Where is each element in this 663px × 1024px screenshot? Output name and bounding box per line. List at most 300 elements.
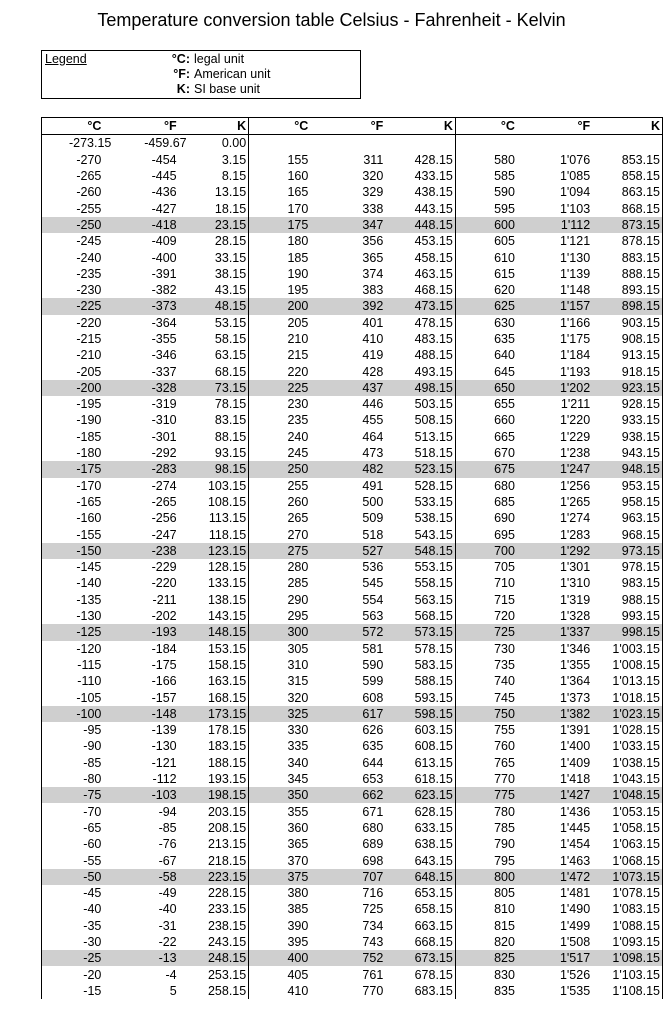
table-cell: 1'229 bbox=[559, 429, 591, 444]
table-cell: 213.15 bbox=[189, 836, 249, 852]
table-cell: 158.15 bbox=[189, 657, 249, 673]
table-cell: 370 bbox=[287, 853, 309, 868]
table-cell: 500 bbox=[362, 494, 384, 509]
table-cell: -125 bbox=[42, 624, 114, 640]
table-cell: 155 bbox=[287, 152, 309, 167]
table-cell: 38.15 bbox=[189, 266, 249, 282]
table-cell: 745 bbox=[494, 690, 515, 705]
table-cell: 675 bbox=[455, 461, 527, 477]
table-cell: 385 bbox=[287, 902, 309, 917]
table-cell: 1'058.15 bbox=[602, 820, 662, 836]
table-cell: 1'490 bbox=[559, 902, 591, 917]
table-cell: -319 bbox=[151, 397, 177, 412]
table-cell: 628.15 bbox=[395, 803, 455, 819]
table-cell: 98.15 bbox=[189, 461, 249, 477]
table-cell: 868.15 bbox=[602, 200, 662, 216]
table-cell: -70 bbox=[83, 804, 102, 819]
table-cell: -58 bbox=[113, 869, 188, 885]
table-row bbox=[42, 494, 663, 510]
table-cell: 245 bbox=[287, 446, 309, 461]
table-cell: 578.15 bbox=[395, 641, 455, 657]
table-cell: 478.15 bbox=[395, 315, 455, 331]
table-cell: 1'139 bbox=[559, 266, 591, 281]
table-cell: 645 bbox=[494, 364, 515, 379]
table-cell: 635 bbox=[362, 739, 384, 754]
table-cell: -76 bbox=[158, 837, 177, 852]
table-cell: -391 bbox=[151, 266, 177, 281]
table-cell: 1'526 bbox=[559, 967, 591, 982]
table-cell: 223.15 bbox=[189, 869, 249, 885]
table-cell: 375 bbox=[249, 869, 321, 885]
table-cell: 1'076 bbox=[559, 152, 591, 167]
table-cell: 356 bbox=[362, 234, 384, 249]
table-cell: 310 bbox=[287, 657, 309, 672]
table-cell: 863.15 bbox=[602, 184, 662, 200]
table-cell: -240 bbox=[76, 250, 102, 265]
table-cell: 491 bbox=[362, 478, 384, 493]
table-cell: 638.15 bbox=[395, 836, 455, 852]
table-cell: 1'310 bbox=[559, 576, 591, 591]
table-cell: 716 bbox=[362, 886, 384, 901]
table-cell: -121 bbox=[151, 755, 177, 770]
table-cell: 401 bbox=[362, 315, 384, 330]
table-row bbox=[42, 249, 663, 265]
table-cell: -229 bbox=[151, 560, 177, 575]
table-cell: -355 bbox=[151, 332, 177, 346]
table-cell: 620 bbox=[494, 283, 515, 298]
table-header: °C °F K °C °F K °C °F K bbox=[42, 118, 663, 135]
table-cell: 705 bbox=[494, 560, 515, 575]
table-cell: 690 bbox=[494, 511, 515, 526]
table-cell: 775 bbox=[455, 787, 527, 803]
table-cell: 590 bbox=[362, 657, 384, 672]
table-cell: -195 bbox=[76, 397, 102, 412]
table-cell: -139 bbox=[151, 723, 177, 738]
table-cell: 230 bbox=[287, 397, 309, 412]
table-cell: 780 bbox=[494, 804, 515, 819]
table-cell: 543.15 bbox=[395, 526, 455, 542]
table-cell: 1'247 bbox=[527, 461, 602, 477]
table-cell: 473 bbox=[362, 446, 384, 461]
table-cell: 340 bbox=[287, 755, 309, 770]
table-cell: -160 bbox=[76, 511, 102, 526]
table-cell: -215 bbox=[76, 332, 102, 346]
table-cell: -94 bbox=[158, 804, 177, 819]
table-cell: 13.15 bbox=[189, 184, 249, 200]
table-cell: 383 bbox=[362, 283, 384, 298]
table-cell: 580 bbox=[494, 152, 515, 167]
table-row bbox=[42, 347, 663, 363]
table-cell: -22 bbox=[158, 934, 177, 949]
table-cell: -112 bbox=[152, 772, 177, 787]
table-cell: 290 bbox=[287, 592, 309, 607]
table-cell: 488.15 bbox=[395, 347, 455, 363]
conversion-table bbox=[41, 117, 663, 999]
table-row bbox=[42, 461, 663, 477]
table-cell: 695 bbox=[494, 527, 515, 542]
table-row bbox=[42, 901, 663, 917]
table-cell: 463.15 bbox=[395, 266, 455, 282]
table-row bbox=[42, 298, 663, 314]
table-cell: 648.15 bbox=[395, 869, 455, 885]
table-cell: 698 bbox=[362, 853, 384, 868]
table-cell: 493.15 bbox=[395, 363, 455, 379]
table-cell: -256 bbox=[151, 511, 177, 526]
table-cell: 1'093.15 bbox=[602, 934, 662, 950]
table-cell: -373 bbox=[113, 298, 188, 314]
table-cell: 1'481 bbox=[559, 886, 591, 901]
table-cell: -60 bbox=[83, 837, 102, 852]
table-cell: 1'508 bbox=[559, 934, 591, 949]
table-row bbox=[42, 836, 663, 852]
table-row bbox=[42, 803, 663, 819]
table-cell: 405 bbox=[287, 967, 309, 982]
table-cell: 190 bbox=[287, 266, 309, 281]
table-cell: 33.15 bbox=[189, 249, 249, 265]
table-cell: 720 bbox=[494, 609, 515, 624]
legend-label: Legend bbox=[45, 52, 87, 66]
table-cell: 583.15 bbox=[395, 657, 455, 673]
table-cell: 1'108.15 bbox=[602, 983, 662, 999]
table-cell: 400 bbox=[249, 950, 321, 966]
table-cell: 680 bbox=[362, 820, 384, 835]
table-cell: 933.15 bbox=[602, 412, 662, 428]
table-cell: 608.15 bbox=[395, 738, 455, 754]
table-cell: 610 bbox=[494, 250, 515, 265]
table-cell: 618.15 bbox=[395, 771, 455, 787]
table-cell: 1'454 bbox=[559, 837, 591, 852]
table-cell: -310 bbox=[151, 413, 177, 428]
table-cell: 533.15 bbox=[395, 494, 455, 510]
table-cell: 761 bbox=[362, 967, 384, 982]
table-cell: -273.15 bbox=[68, 136, 112, 151]
table-row bbox=[42, 363, 663, 379]
table-row bbox=[42, 706, 663, 722]
table-cell: 978.15 bbox=[602, 559, 662, 575]
table-cell: 671 bbox=[362, 804, 384, 819]
table-cell: 335 bbox=[287, 739, 309, 754]
table-cell: 118.15 bbox=[189, 526, 249, 542]
table-cell: 770 bbox=[494, 772, 515, 787]
table-cell: 1'400 bbox=[559, 739, 591, 754]
table-cell: 3.15 bbox=[189, 152, 249, 168]
table-cell: -205 bbox=[76, 364, 102, 379]
table-cell: 1'337 bbox=[527, 624, 602, 640]
table-cell: -445 bbox=[151, 169, 177, 184]
table-cell: -90 bbox=[83, 739, 102, 754]
table-cell: -409 bbox=[151, 234, 177, 249]
table-cell: 437 bbox=[320, 380, 395, 396]
table-cell: -135 bbox=[76, 592, 102, 607]
table-cell: 392 bbox=[320, 298, 395, 314]
table-cell: 428 bbox=[362, 364, 384, 379]
table-cell: 928.15 bbox=[602, 396, 662, 412]
table-cell: 233.15 bbox=[189, 901, 249, 917]
table-cell: 1'418 bbox=[559, 772, 591, 787]
table-cell: 1'364 bbox=[559, 674, 591, 689]
table-cell: -459.67 bbox=[144, 136, 187, 151]
table-cell: 663.15 bbox=[395, 918, 455, 934]
table-row bbox=[42, 950, 663, 966]
table-cell: 1'265 bbox=[559, 494, 591, 509]
table-cell: -175 bbox=[151, 657, 177, 672]
table-cell: 1'463 bbox=[559, 853, 591, 868]
table-cell: 1'103 bbox=[559, 201, 591, 216]
table-row bbox=[42, 266, 663, 282]
table-row bbox=[42, 315, 663, 331]
table-cell: 888.15 bbox=[602, 266, 662, 282]
table-row bbox=[42, 152, 663, 168]
table-cell: 153.15 bbox=[189, 641, 249, 657]
table-cell: 218.15 bbox=[189, 852, 249, 868]
table-cell: -148 bbox=[113, 706, 188, 722]
table-cell: 123.15 bbox=[189, 543, 249, 559]
table-cell: 644 bbox=[362, 755, 384, 770]
table-cell: 750 bbox=[455, 706, 527, 722]
table-cell: 810 bbox=[494, 902, 515, 917]
table-cell: 568.15 bbox=[395, 608, 455, 624]
table-cell: 365 bbox=[287, 837, 309, 852]
table-cell: 338 bbox=[362, 201, 384, 216]
table-row bbox=[42, 934, 663, 950]
table-cell: -427 bbox=[151, 201, 177, 216]
table-cell: 285 bbox=[287, 576, 309, 591]
table-cell: 473.15 bbox=[395, 298, 455, 314]
table-cell: 953.15 bbox=[602, 478, 662, 494]
table-cell: 653 bbox=[362, 772, 384, 787]
table-cell: -15 bbox=[83, 983, 102, 998]
table-cell: 253.15 bbox=[189, 966, 249, 982]
table-cell: 419 bbox=[362, 348, 384, 363]
table-cell: -220 bbox=[76, 315, 102, 330]
table-cell: -265 bbox=[76, 169, 102, 184]
table-cell: 48.15 bbox=[189, 298, 249, 314]
table-cell: 138.15 bbox=[189, 592, 249, 608]
table-cell: 468.15 bbox=[395, 282, 455, 298]
table-cell: -238 bbox=[113, 543, 188, 559]
table-row bbox=[42, 396, 663, 412]
table-cell: 215 bbox=[287, 348, 309, 363]
table-cell: 195 bbox=[287, 283, 309, 298]
table-cell: 1'256 bbox=[559, 478, 591, 493]
table-cell: 360 bbox=[287, 820, 309, 835]
table-cell: 673.15 bbox=[395, 950, 455, 966]
table-cell: 1'112 bbox=[527, 217, 602, 233]
table-cell: 188.15 bbox=[189, 755, 249, 771]
table-cell: 1'436 bbox=[559, 804, 591, 819]
table-cell: 660 bbox=[494, 413, 515, 428]
table-cell: 1'103.15 bbox=[602, 966, 662, 982]
table-cell: -200 bbox=[42, 380, 114, 396]
table-cell: 593.15 bbox=[395, 689, 455, 705]
table-cell: 1'283 bbox=[559, 527, 591, 542]
table-cell: 528.15 bbox=[395, 478, 455, 494]
table-cell: 183.15 bbox=[189, 738, 249, 754]
table-cell: 1'238 bbox=[559, 446, 591, 461]
table-cell: 725 bbox=[362, 902, 384, 917]
table-cell: 598.15 bbox=[395, 706, 455, 722]
table-cell: -170 bbox=[76, 478, 102, 493]
table-cell: 240 bbox=[287, 429, 309, 444]
table-cell: 1'319 bbox=[559, 592, 591, 607]
table-cell: 311 bbox=[363, 152, 384, 167]
table-cell: -130 bbox=[151, 739, 177, 754]
table-cell: 1'028.15 bbox=[602, 722, 662, 738]
table-cell: -180 bbox=[76, 446, 102, 461]
table-cell: 347 bbox=[320, 217, 395, 233]
table-row bbox=[42, 543, 663, 559]
table-cell: 1'013.15 bbox=[602, 673, 662, 689]
table-cell: 623.15 bbox=[395, 787, 455, 803]
table-cell: 993.15 bbox=[602, 608, 662, 624]
table-cell: 858.15 bbox=[602, 168, 662, 184]
table-cell: -436 bbox=[151, 185, 177, 200]
table-cell: 683.15 bbox=[395, 983, 455, 999]
table-cell: -175 bbox=[42, 461, 114, 477]
table-cell: -115 bbox=[77, 657, 102, 672]
table-row bbox=[42, 184, 663, 200]
table-cell: 168.15 bbox=[189, 689, 249, 705]
table-row bbox=[42, 575, 663, 591]
table-cell: 948.15 bbox=[602, 461, 662, 477]
table-cell: 355 bbox=[287, 804, 309, 819]
table-cell: -210 bbox=[76, 348, 102, 363]
table-cell: 573.15 bbox=[395, 624, 455, 640]
table-cell: 1'499 bbox=[559, 918, 591, 933]
table-cell: 1'121 bbox=[559, 234, 591, 249]
table-cell: 23.15 bbox=[189, 217, 249, 233]
table-cell: 1'148 bbox=[559, 283, 591, 298]
table-cell: 615 bbox=[494, 266, 515, 281]
table-cell: 668.15 bbox=[395, 934, 455, 950]
table-cell: -245 bbox=[76, 234, 102, 249]
table-cell: 1'274 bbox=[559, 511, 591, 526]
table-cell: 805 bbox=[494, 886, 515, 901]
table-cell: 1'023.15 bbox=[602, 706, 662, 722]
table-row bbox=[42, 755, 663, 771]
table-cell: 643.15 bbox=[395, 852, 455, 868]
table-cell: 1'157 bbox=[527, 298, 602, 314]
table-cell: 1'373 bbox=[559, 690, 591, 705]
table-cell: 725 bbox=[455, 624, 527, 640]
table-cell: 815 bbox=[494, 918, 515, 933]
table-cell: 320 bbox=[287, 690, 309, 705]
table-cell: 918.15 bbox=[602, 363, 662, 379]
table-cell: 998.15 bbox=[602, 624, 662, 640]
table-cell: 128.15 bbox=[189, 559, 249, 575]
table-cell: 613.15 bbox=[395, 755, 455, 771]
table-cell: 43.15 bbox=[189, 282, 249, 298]
table-row bbox=[42, 380, 663, 396]
table-cell: 563.15 bbox=[395, 592, 455, 608]
table-cell: 740 bbox=[494, 674, 515, 689]
table-cell: 83.15 bbox=[189, 412, 249, 428]
table-cell: 523.15 bbox=[395, 461, 455, 477]
table-cell: 175 bbox=[249, 217, 321, 233]
table-cell: 1'018.15 bbox=[602, 689, 662, 705]
table-cell: 438.15 bbox=[395, 184, 455, 200]
table-cell: -40 bbox=[83, 902, 102, 917]
table-cell bbox=[320, 135, 395, 152]
table-cell: -157 bbox=[151, 690, 177, 705]
table-cell: -140 bbox=[76, 576, 102, 591]
table-cell: 734 bbox=[362, 918, 384, 933]
table-cell: 275 bbox=[249, 543, 321, 559]
table-cell: 898.15 bbox=[602, 298, 662, 314]
table-cell: -230 bbox=[76, 283, 102, 298]
table-cell: 5 bbox=[169, 983, 177, 998]
table-cell: 163.15 bbox=[189, 673, 249, 689]
table-cell: 923.15 bbox=[602, 380, 662, 396]
table-cell: -67 bbox=[158, 853, 177, 868]
table-cell: 765 bbox=[494, 755, 515, 770]
table-cell: 73.15 bbox=[189, 380, 249, 396]
table-cell: -4 bbox=[165, 967, 177, 982]
table-cell: 63.15 bbox=[189, 347, 249, 363]
table-cell: -328 bbox=[113, 380, 188, 396]
table-cell: 710 bbox=[494, 576, 515, 591]
table-cell: 626 bbox=[362, 723, 384, 738]
table-cell: -145 bbox=[76, 560, 102, 575]
table-cell: 1'193 bbox=[559, 364, 591, 379]
table-row bbox=[42, 135, 663, 152]
table-row bbox=[42, 445, 663, 461]
table-row bbox=[42, 200, 663, 216]
table-cell: -85 bbox=[158, 820, 177, 835]
table-cell: 545 bbox=[362, 576, 384, 591]
table-cell: 374 bbox=[362, 266, 384, 281]
table-cell: 635 bbox=[494, 332, 515, 346]
table-cell: 225 bbox=[249, 380, 321, 396]
table-cell: 1'346 bbox=[559, 641, 591, 656]
table-cell: -292 bbox=[151, 446, 177, 461]
table-row bbox=[42, 429, 663, 445]
table-cell: 599 bbox=[362, 674, 384, 689]
table-cell: -211 bbox=[152, 592, 177, 607]
table-cell: 250 bbox=[249, 461, 321, 477]
table-cell: 588.15 bbox=[395, 673, 455, 689]
table-cell: -49 bbox=[158, 886, 177, 901]
table-cell: -30 bbox=[83, 934, 102, 949]
table-row bbox=[42, 983, 663, 999]
table-cell: -95 bbox=[83, 723, 102, 738]
table-cell: 605 bbox=[494, 234, 515, 249]
table-cell: 572 bbox=[320, 624, 395, 640]
table-cell: 1'301 bbox=[559, 560, 591, 575]
table-cell: 608 bbox=[362, 690, 384, 705]
table-cell: 581 bbox=[362, 641, 384, 656]
table-cell: 653.15 bbox=[395, 885, 455, 901]
table-cell: -454 bbox=[151, 152, 177, 167]
table-cell: 795 bbox=[494, 853, 515, 868]
table-cell: -75 bbox=[42, 787, 114, 803]
table-cell: 1'220 bbox=[559, 413, 591, 428]
table-cell: 453.15 bbox=[395, 233, 455, 249]
table-cell: 58.15 bbox=[189, 331, 249, 347]
table-cell: 625 bbox=[455, 298, 527, 314]
table-cell: 968.15 bbox=[602, 526, 662, 542]
table-cell: -255 bbox=[76, 201, 102, 216]
table-cell: 255 bbox=[287, 478, 309, 493]
table-cell: 143.15 bbox=[189, 608, 249, 624]
table-row bbox=[42, 331, 663, 347]
table-cell: 1'292 bbox=[527, 543, 602, 559]
table-cell: 752 bbox=[320, 950, 395, 966]
legend-item: K: SI base unit bbox=[176, 82, 261, 96]
table-cell: 1'053.15 bbox=[602, 803, 662, 819]
table-cell: 1'068.15 bbox=[602, 852, 662, 868]
table-cell bbox=[249, 135, 321, 152]
